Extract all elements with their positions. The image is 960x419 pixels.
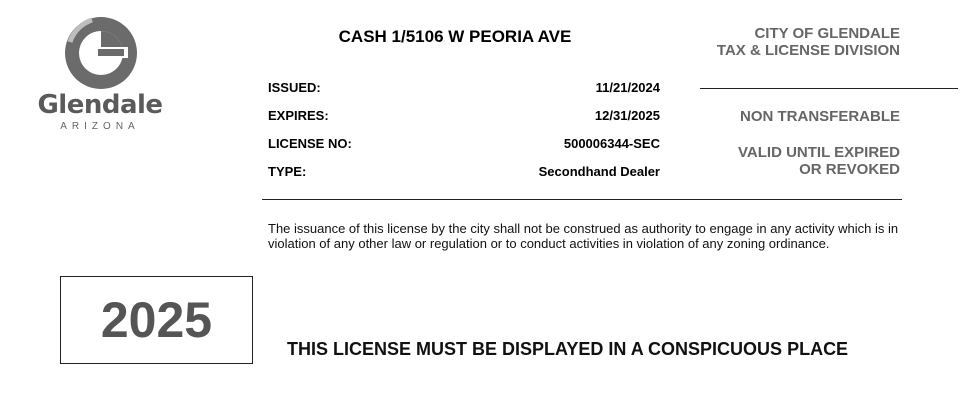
disclaimer-text: The issuance of this license by the city shall not be construed as authority to engage in any activity which is in violation of any other law or regulation or to conduct activities in violation of any zoning ordinance. [268,221,899,251]
issued-label: ISSUED: [268,80,321,95]
issuer-block [717,25,900,59]
display-notice: THIS LICENSE MUST BE DISPLAYED IN A CONSPICUOUS PLACE [287,339,849,359]
validity-line-2: OR REVOKED [799,161,900,178]
license-location-title: CASH 1/5106 W PEORIA AVE [338,27,572,46]
issued-value: 11/21/2024 [595,80,660,95]
expires-value: 12/31/2025 [594,108,660,123]
license-number-label: LICENSE NO: [268,136,352,151]
expires-label: EXPIRES: [268,108,329,123]
issuer-divider [700,88,958,89]
issuer-line-2: TAX & LICENSE DIVISION [716,42,900,59]
validity-line-1: VALID UNTIL EXPIRED [738,144,900,161]
year-box [60,276,253,364]
details-divider [262,199,902,200]
non-transferable-note: NON TRANSFERABLE [740,108,900,125]
glendale-logo-icon [62,14,140,92]
license-type-value: Secondhand Dealer [538,164,660,179]
license-type-label: TYPE: [268,164,307,179]
logo-subtitle: ARIZONA [60,121,140,132]
license-number-value: 500006344-SEC [563,136,660,151]
validity-note [738,144,900,178]
issuer-line-1: CITY OF GLENDALE [754,25,900,42]
license-year: 2025 [100,292,213,348]
logo-name: Glendale [37,90,163,120]
